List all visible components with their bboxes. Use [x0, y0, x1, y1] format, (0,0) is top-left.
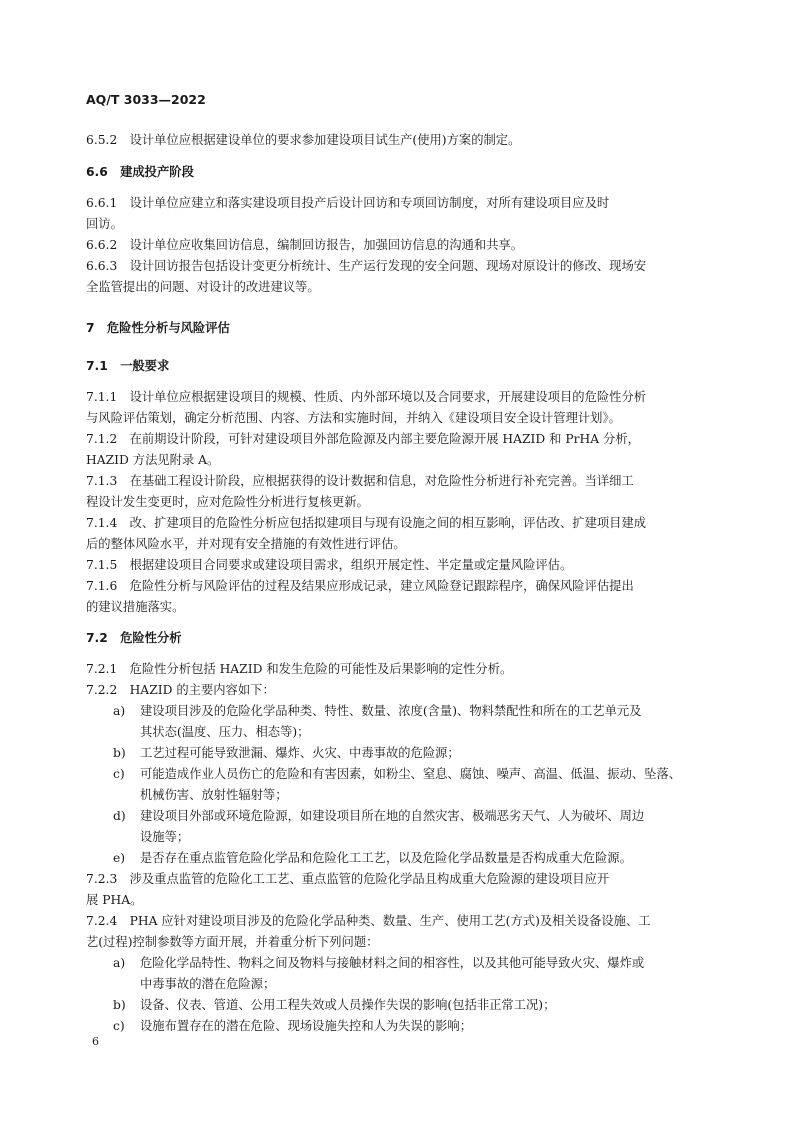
- list2-label-a: a): [113, 956, 126, 970]
- list-item-a: 建设项目涉及的危险化学品种类、特性、数量、浓度(含量)、物料禁配性和所在的工艺单元及: [140, 704, 642, 718]
- list-label-d: d): [113, 809, 126, 823]
- clause-7-2-4-cont: 艺(过程)控制参数等方面开展，并着重分析下列问题：: [86, 935, 379, 949]
- clause-7-2-4: 7.2.4 PHA 应针对建设项目涉及的危险化学品种类、数量、生产、使用工艺(方式)及相关设备设施、工: [86, 914, 651, 928]
- list-label-a: a): [113, 704, 126, 718]
- standard-code-header: AQ/T 3033—2022: [86, 92, 206, 107]
- list2-item-c: 设施布置存在的潜在危险、现场设施失控和人为失误的影响；: [140, 1019, 473, 1033]
- clause-6-6-1: 6.6.1 设计单位应建立和落实建设项目投产后设计回访和专项回访制度，对所有建设项目应及时: [86, 196, 610, 210]
- list2-label-b: b): [113, 998, 126, 1012]
- clause-7-1-3-cont: 程设计发生变更时，应对危险性分析进行复核更新。: [86, 495, 369, 509]
- clause-7-2-2: 7.2.2 HAZID 的主要内容如下：: [86, 683, 275, 697]
- list2-item-a-cont: 中毒事故的潜在危险源；: [140, 977, 276, 991]
- clause-6-5-2: 6.5.2 设计单位应根据建设单位的要求参加建设项目试生产(使用)方案的制定。: [86, 133, 521, 147]
- list-item-d: 建设项目外部或环境危险源，如建设项目所在地的自然灾害、极端恶劣天气、人为破坏、周边: [140, 809, 645, 823]
- clause-7-1-4-cont: 后的整体风险水平，并对现有安全措施的有效性进行评估。: [86, 537, 406, 551]
- clause-6-6-1-cont: 回访。: [86, 217, 123, 231]
- clause-7-1-4: 7.1.4 改、扩建项目的危险性分析应包括拟建项目与现有设施之间的相互影响，评估改、扩建项目建成: [86, 516, 647, 530]
- clause-7-1-5: 7.1.5 根据建设项目合同要求或建设项目需求，组织开展定性、半定量或定量风险评估。: [86, 558, 573, 572]
- list-item-c-cont: 机械伤害、放射性辐射等；: [140, 788, 288, 802]
- list-item-b: 工艺过程可能导致泄漏、爆炸、火灾、中毒事故的危险源；: [140, 746, 460, 760]
- page-number: 6: [92, 1035, 99, 1048]
- clause-7-1-1-cont: 与风险评估策划，确定分析范围、内容、方法和实施时间，并纳入《建设项目安全设计管理计划》。: [86, 411, 621, 425]
- list-label-e: e): [113, 851, 126, 865]
- heading-7-2: 7.2 危险性分析: [86, 631, 182, 645]
- clause-6-6-2: 6.6.2 设计单位应收集回访信息，编制回访报告，加强回访信息的沟通和共享。: [86, 238, 524, 252]
- clause-7-1-2: 7.1.2 在前期设计阶段，可针对建设项目外部危险源及内部主要危险源开展 HAZID 和 PrHA 分析，: [86, 432, 640, 446]
- list-item-a-cont: 其状态(温度、压力、相态等)；: [140, 725, 310, 739]
- clause-7-1-2-cont: HAZID 方法见附录 A。: [86, 453, 220, 467]
- clause-7-2-1: 7.2.1 危险性分析包括 HAZID 和发生危险的可能性及后果影响的定性分析。: [86, 662, 513, 676]
- list-item-c: 可能造成作业人员伤亡的危险和有害因素，如粉尘、窒息、腐蚀、噪声、高温、低温、振动、坠落、: [140, 767, 682, 781]
- list-item-d-cont: 设施等；: [140, 830, 190, 844]
- clause-7-2-3-cont: 展 PHA。: [86, 893, 143, 907]
- list-label-c: c): [113, 767, 125, 781]
- heading-7-1: 7.1 一般要求: [86, 359, 170, 373]
- list-item-e: 是否存在重点监管危险化学品和危险化工工艺，以及危险化学品数量是否构成重大危险源。: [140, 851, 632, 865]
- list2-item-a: 危险化学品特性、物料之间及物料与接触材料之间的相容性，以及其他可能导致火灾、爆炸或: [140, 956, 645, 970]
- clause-7-1-6: 7.1.6 危险性分析与风险评估的过程及结果应形成记录，建立风险登记跟踪程序，确保风险评估提出: [86, 579, 634, 593]
- clause-6-6-3: 6.6.3 设计回访报告包括设计变更分析统计、生产运行发现的安全问题、现场对原设计的修改、现场安: [86, 259, 647, 273]
- list2-item-b: 设备、仪表、管道、公用工程失效或人员操作失误的影响(包括非正常工况)；: [140, 998, 556, 1012]
- heading-7: 7 危险性分析与风险评估: [86, 321, 230, 335]
- heading-6-6: 6.6 建成投产阶段: [86, 165, 194, 179]
- list2-label-c: c): [113, 1019, 125, 1033]
- clause-7-1-3: 7.1.3 在基础工程设计阶段，应根据获得的设计数据和信息，对危险性分析进行补充完善。当详细工: [86, 474, 634, 488]
- list-label-b: b): [113, 746, 126, 760]
- clause-6-6-3-cont: 全监管提出的问题、对设计的改进建议等。: [86, 280, 320, 294]
- clause-7-1-6-cont: 的建议措施落实。: [86, 600, 185, 614]
- clause-7-1-1: 7.1.1 设计单位应根据建设项目的规模、性质、内外部环境以及合同要求，开展建设项目的危险性分析: [86, 390, 647, 404]
- clause-7-2-3: 7.2.3 涉及重点监管的危险化工工艺、重点监管的危险化学品且构成重大危险源的建设项目应开: [86, 872, 610, 886]
